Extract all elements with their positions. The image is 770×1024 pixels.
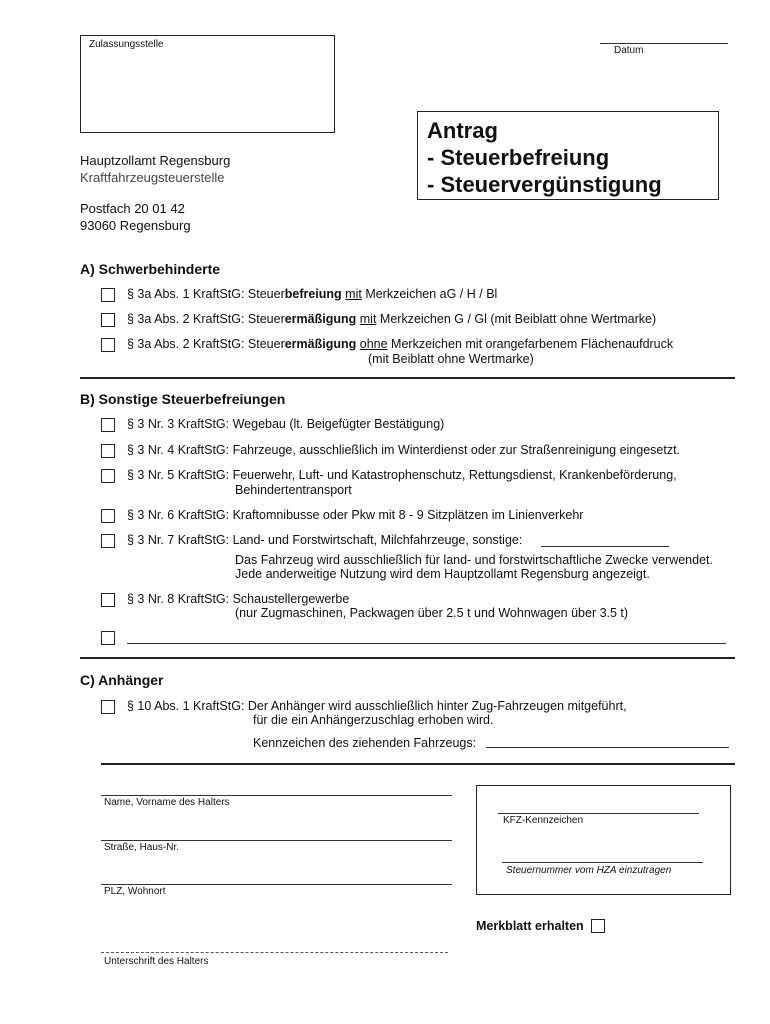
kennzeichen-input-line[interactable] (486, 747, 729, 748)
name-label: Name, Vorname des Halters (104, 797, 230, 808)
zulassungsstelle-label: Zulassungsstelle (89, 39, 164, 50)
checkbox-b4[interactable] (101, 509, 115, 523)
address-line-1: Hauptzollamt Regensburg (80, 153, 231, 168)
item-b1: § 3 Nr. 3 KraftStG: Wegebau (lt. Beigefügter Bestätigung) (127, 417, 445, 431)
address-line-2: Kraftfahrzeugsteuerstelle (80, 170, 225, 185)
checkbox-a3[interactable] (101, 338, 115, 352)
recipient-address (80, 152, 230, 234)
zulassungsstelle-box[interactable] (80, 35, 335, 133)
checkbox-b1[interactable] (101, 418, 115, 432)
checkbox-a1[interactable] (101, 288, 115, 302)
title-line-1: Antrag (427, 118, 498, 143)
divider-b (80, 657, 735, 659)
datum-line[interactable] (600, 43, 728, 44)
title-line-3: - Steuervergünstigung (427, 172, 662, 197)
checkbox-b5[interactable] (101, 534, 115, 548)
name-input-line[interactable] (101, 795, 452, 796)
checkbox-b6[interactable] (101, 593, 115, 607)
title-block (427, 117, 662, 198)
item-b2: § 3 Nr. 4 KraftStG: Fahrzeuge, ausschließlich im Winterdienst oder zur Straßenreinigung eingesetzt. (127, 443, 681, 457)
signature-label: Unterschrift des Halters (104, 956, 209, 967)
title-line-2: - Steuerbefreiung (427, 145, 610, 170)
merkblatt-label: Merkblatt erhalten (476, 919, 584, 933)
item-a2: § 3a Abs. 2 KraftStG: Steuerermäßigung mit Merkzeichen G / Gl (mit Beiblatt ohne Wertmarke) (127, 312, 657, 326)
kfz-input-line[interactable] (498, 813, 699, 814)
datum-label: Datum (614, 45, 644, 56)
checkbox-b2[interactable] (101, 444, 115, 458)
plz-label: PLZ, Wohnort (104, 886, 166, 897)
office-use-box (476, 785, 731, 895)
signature-line[interactable] (101, 952, 448, 953)
item-b5-line2: Das Fahrzeug wird ausschließlich für land- und forstwirtschaftliche Zwecke verwendet. (235, 553, 713, 567)
item-b5-line3: Jede anderweitige Nutzung wird dem Hauptzollamt Regensburg angezeigt. (235, 567, 650, 581)
checkbox-b3[interactable] (101, 469, 115, 483)
steuernummer-input-line[interactable] (502, 862, 703, 863)
item-b5: § 3 Nr. 7 KraftStG: Land- und Forstwirtschaft, Milchfahrzeuge, sonstige: (127, 533, 523, 547)
plz-input-line[interactable] (101, 884, 452, 885)
kennzeichen-label: Kennzeichen des ziehenden Fahrzeugs: (253, 736, 477, 750)
address-line-3: Postfach 20 01 42 (80, 201, 185, 216)
item-b6-line2: (nur Zugmaschinen, Packwagen über 2.5 t und Wohnwagen über 3.5 t) (235, 606, 629, 620)
checkbox-c1[interactable] (101, 700, 115, 714)
section-a-heading: A) Schwerbehinderte (80, 261, 221, 277)
item-b3: § 3 Nr. 5 KraftStG: Feuerwehr, Luft- und Katastrophenschutz, Rettungsdienst, Krankenbeförderung, (127, 468, 677, 482)
item-c1-line2: für die ein Anhängerzuschlag erhoben wird. (253, 713, 494, 727)
checkbox-merkblatt[interactable] (591, 919, 605, 933)
section-b-heading: B) Sonstige Steuerbefreiungen (80, 391, 286, 407)
item-b4: § 3 Nr. 6 KraftStG: Kraftomnibusse oder Pkw mit 8 - 9 Sitzplätzen im Linienverkehr (127, 508, 584, 522)
title-box (417, 111, 719, 200)
item-a3: § 3a Abs. 2 KraftStG: Steuerermäßigung ohne Merkzeichen mit orangefarbenem Flächenaufdruck (127, 337, 674, 351)
item-b3-line2: Behindertentransport (235, 483, 352, 497)
address-line-4: 93060 Regensburg (80, 218, 191, 233)
item-b6: § 3 Nr. 8 KraftStG: Schaustellergewerbe (127, 592, 350, 606)
checkbox-a2[interactable] (101, 313, 115, 327)
steuernummer-label: Steuernummer vom HZA einzutragen (506, 865, 672, 876)
kfz-label: KFZ-Kennzeichen (503, 815, 584, 826)
divider-a (80, 377, 735, 379)
sonstige-input-line[interactable] (541, 546, 669, 547)
checkbox-b7[interactable] (101, 631, 115, 645)
street-input-line[interactable] (101, 840, 452, 841)
other-reason-input-line[interactable] (127, 643, 726, 644)
item-a1: § 3a Abs. 1 KraftStG: Steuerbefreiung mit Merkzeichen aG / H / Bl (127, 287, 498, 301)
divider-c (101, 763, 735, 765)
item-a3-line2: (mit Beiblatt ohne Wertmarke) (368, 352, 534, 366)
item-c1: § 10 Abs. 1 KraftStG: Der Anhänger wird ausschließlich hinter Zug-Fahrzeugen mitgeführt, (127, 699, 627, 713)
section-c-heading: C) Anhänger (80, 672, 164, 688)
street-label: Straße, Haus-Nr. (104, 842, 180, 853)
